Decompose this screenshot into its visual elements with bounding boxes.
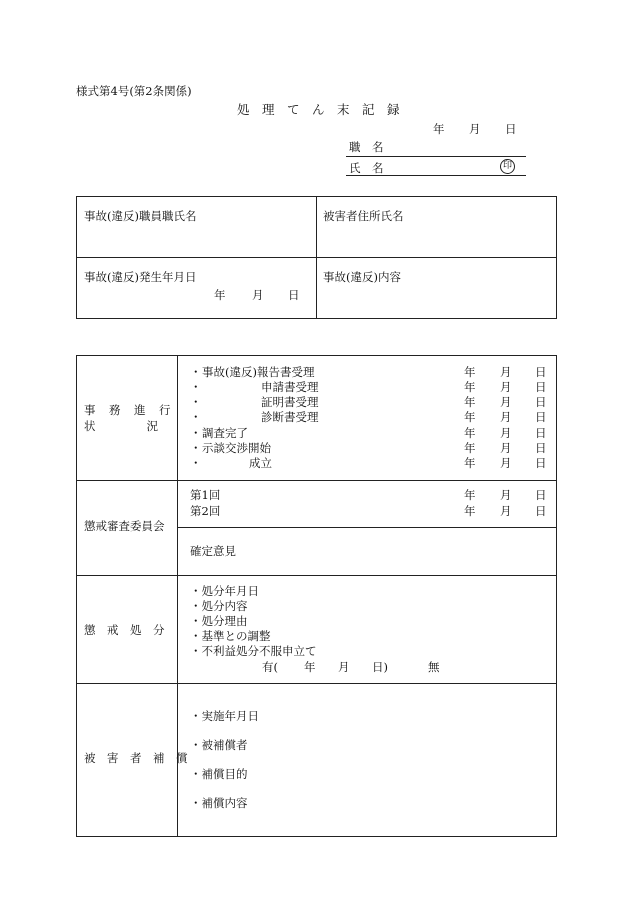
progress-item-text: 調査完了 [202, 426, 248, 440]
date-unit-label: 年 [464, 410, 476, 424]
occurrence-label: 事故(違反)発生年月日 [84, 270, 197, 284]
progress-item-text: 成立 [249, 456, 272, 470]
date-unit-label: 日 [535, 488, 547, 502]
session-label: 第1回 [190, 488, 221, 502]
name-underline [346, 175, 526, 176]
compensation-item: ・実施年月日 [190, 709, 259, 723]
appeal-no: 無 [428, 660, 440, 674]
date-unit-label: 年 [464, 380, 476, 394]
date-unit-label: 月 [500, 488, 512, 502]
date-unit-label: 月 [500, 410, 512, 424]
disciplinary-item: ・処分内容 [190, 599, 248, 613]
date-unit-label: 年 [464, 504, 476, 518]
date-unit-label: 月 [500, 456, 512, 470]
name-label: 氏 名 [349, 161, 384, 175]
date-unit-label: 月 [500, 380, 512, 394]
date-unit-label: ・ [190, 410, 202, 424]
seal-icon: 印 [500, 159, 515, 174]
date-unit-label: ・ [190, 426, 202, 440]
occurrence-day: 日 [288, 288, 300, 302]
date-unit-label: 月 [500, 395, 512, 409]
date-unit-label: 日 [535, 365, 547, 379]
post-underline [346, 156, 526, 157]
header-month: 月 [469, 122, 481, 136]
disciplinary-item: ・処分年月日 [190, 584, 259, 598]
date-unit-label: ・ [190, 395, 202, 409]
date-unit-label: 年 [464, 426, 476, 440]
date-unit-label: 日 [535, 395, 547, 409]
staff-name-label: 事故(違反)職員職氏名 [84, 209, 197, 223]
progress-item-text: 証明書受理 [261, 395, 319, 409]
date-unit-label: ・ [190, 441, 202, 455]
date-unit-label: 月 [500, 504, 512, 518]
date-unit-label: 年 [464, 365, 476, 379]
progress-label-line1: 事 務 進 行 [84, 403, 172, 417]
date-unit-label: 日 [535, 380, 547, 394]
disciplinary-item: ・基準との調整 [190, 629, 271, 643]
header-day: 日 [505, 122, 517, 136]
date-unit-label: 日) [372, 660, 388, 674]
disciplinary-item: ・処分理由 [190, 614, 248, 628]
document-title: 処 理 て ん 末 記 録 [237, 102, 400, 117]
date-unit-label: 日 [535, 456, 547, 470]
progress-item-text: 事故(違反)報告書受理 [202, 365, 315, 379]
date-unit-label: 年 [304, 660, 316, 674]
date-unit-label: 月 [338, 660, 350, 674]
date-unit-label: 日 [535, 441, 547, 455]
compensation-label: 被 害 者 補 償 [84, 751, 188, 765]
compensation-item: ・補償内容 [190, 796, 248, 810]
compensation-item: ・被補償者 [190, 738, 248, 752]
appeal-yes: 有( [262, 660, 278, 674]
progress-item-text: 申請書受理 [261, 380, 319, 394]
committee-label: 懲戒審査委員会 [84, 519, 165, 533]
date-unit-label: 日 [535, 504, 547, 518]
date-unit-label: 月 [500, 441, 512, 455]
form-number: 様式第4号(第2条関係) [76, 84, 192, 98]
victim-label: 被害者住所氏名 [323, 209, 404, 223]
compensation-item: ・補償目的 [190, 767, 248, 781]
progress-item-text: 診断書受理 [261, 410, 319, 424]
date-unit-label: 月 [500, 365, 512, 379]
date-unit-label: 年 [464, 395, 476, 409]
date-unit-label: 年 [464, 456, 476, 470]
disciplinary-label: 懲 戒 処 分 [84, 623, 165, 637]
date-unit-label: ・ [190, 456, 202, 470]
occurrence-month: 月 [252, 288, 264, 302]
seal-mark [500, 159, 515, 174]
date-unit-label: 月 [500, 426, 512, 440]
date-unit-label: 日 [535, 410, 547, 424]
final-opinion-label: 確定意見 [190, 544, 236, 558]
date-unit-label: ・ [190, 380, 202, 394]
date-unit-label: 日 [535, 426, 547, 440]
date-unit-label: 年 [464, 441, 476, 455]
header-year: 年 [433, 122, 445, 136]
disciplinary-item: ・不利益処分不服申立て [190, 644, 317, 658]
date-unit-label: 年 [464, 488, 476, 502]
occurrence-year: 年 [214, 288, 226, 302]
session-label: 第2回 [190, 504, 221, 518]
progress-label-line2: 状 況 [84, 419, 159, 433]
content-label: 事故(違反)内容 [323, 270, 401, 284]
progress-item-text: 示談交渉開始 [202, 441, 271, 455]
date-unit-label: ・ [190, 365, 202, 379]
post-label: 職 名 [349, 140, 384, 154]
